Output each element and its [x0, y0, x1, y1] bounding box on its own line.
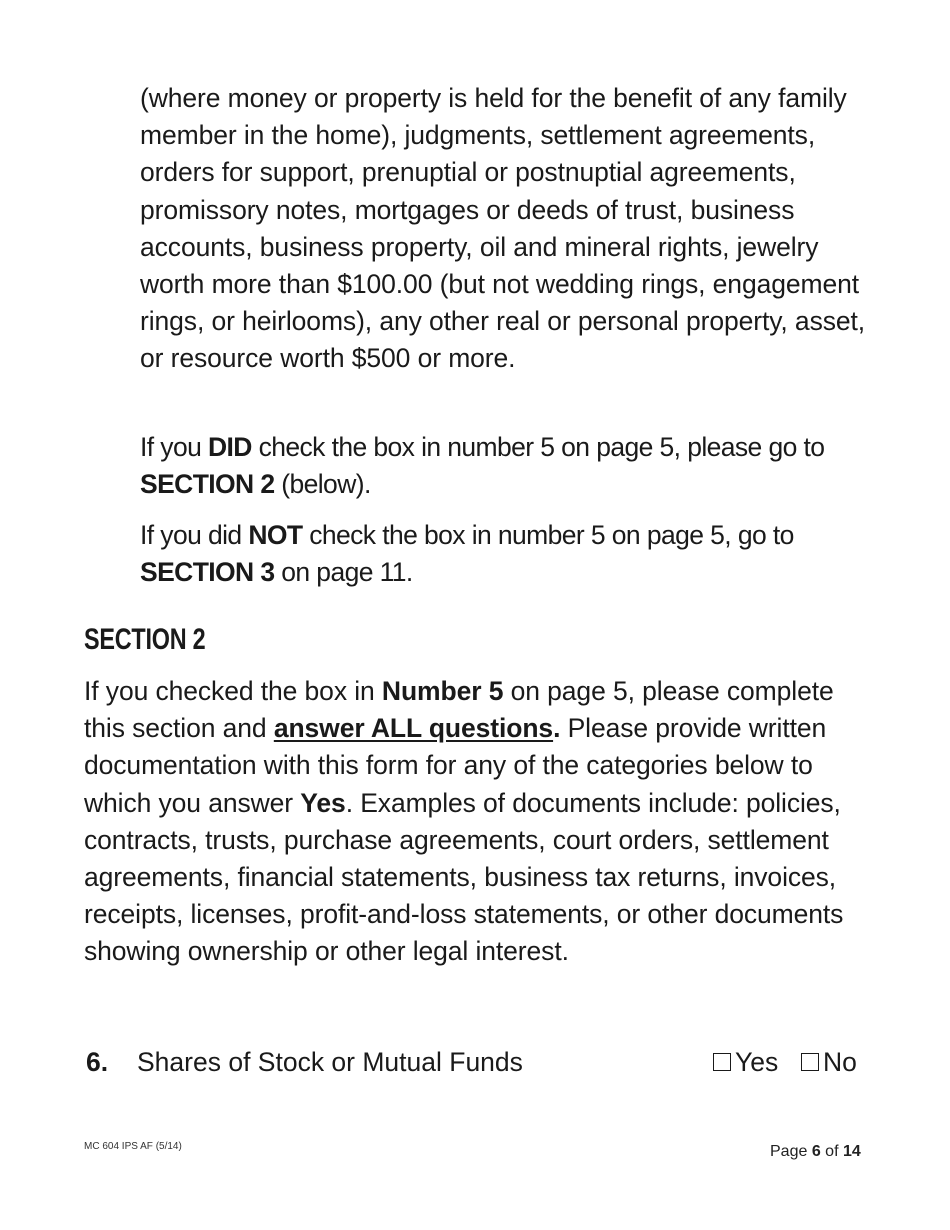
page-total: 14 — [842, 1143, 861, 1160]
section-intro-period: . — [553, 713, 561, 744]
section-intro-number-ref: Number 5 — [381, 676, 504, 706]
no-checkbox[interactable] — [801, 1053, 819, 1071]
yes-checkbox[interactable] — [713, 1053, 731, 1071]
instruction-did-section-ref: SECTION 2 — [140, 469, 275, 500]
section-heading: SECTION 2 — [84, 623, 206, 656]
instruction-did-emphasis: DID — [207, 432, 252, 462]
form-code: MC 604 IPS AF (5/14) — [84, 1141, 182, 1152]
yes-label: Yes — [735, 1047, 779, 1077]
section-intro-text-4: . Examples of documents include: policies, contracts, trusts, purchase agreements, court orders, settlement agreements, financial statements, business tax returns, invoices, receipts, licenses, profit-and-loss statements, or other documents showing ownership or other legal interest. — [84, 787, 844, 967]
instruction-did-text-2: check the box in number 5 on page 5, please go to — [251, 432, 825, 462]
instruction-did-text-3: (below). — [274, 469, 371, 500]
instruction-not-check — [140, 517, 875, 591]
instruction-not-emphasis: NOT — [248, 520, 303, 550]
instruction-not-section-ref: SECTION 3 — [140, 557, 275, 588]
instruction-did-check — [140, 429, 875, 503]
question-6-row — [84, 1042, 874, 1082]
section-intro-yes-ref: Yes — [300, 787, 346, 818]
section-intro-text-2: on page 5, please complete this section and — [84, 676, 834, 744]
instruction-not-text-3: on page 11. — [274, 557, 413, 588]
page-prefix: Page — [770, 1143, 812, 1160]
question-text: Shares of Stock or Mutual Funds — [137, 1047, 523, 1077]
question-6-no-option[interactable] — [801, 1042, 857, 1082]
instruction-not-text-2: check the box in number 5 on page 5, go to — [302, 520, 794, 550]
question-6-yes-option[interactable] — [713, 1042, 778, 1082]
section-intro-text-1: If you checked the box in — [84, 676, 382, 706]
section-intro-answer-all: answer ALL questions — [273, 713, 554, 744]
page-of: of — [820, 1143, 843, 1160]
section-intro — [84, 673, 874, 971]
section-intro-text-3: Please provide written documentation with this form for any of the categories below to which you answer — [84, 713, 827, 818]
instruction-not-text-1: If you did — [140, 520, 249, 550]
no-label: No — [823, 1047, 857, 1077]
question-number: 6. — [86, 1047, 109, 1077]
page-number — [770, 1142, 861, 1162]
instruction-did-text-1: If you — [140, 432, 208, 462]
page-current: 6 — [811, 1143, 821, 1160]
continuation-paragraph: (where money or property is held for the benefit of any family member in the home), judgments, settlement agreements, orders for support, prenuptial or postnuptial agreements, promissory notes, mortgages or deeds of trust, business accounts, business property, oil and mineral rights, jewelry worth more than $100.00 (but not wedding rings, engagement rings, or heirlooms), any other real or personal property, asset, or resource worth $500 or more. — [140, 83, 866, 374]
